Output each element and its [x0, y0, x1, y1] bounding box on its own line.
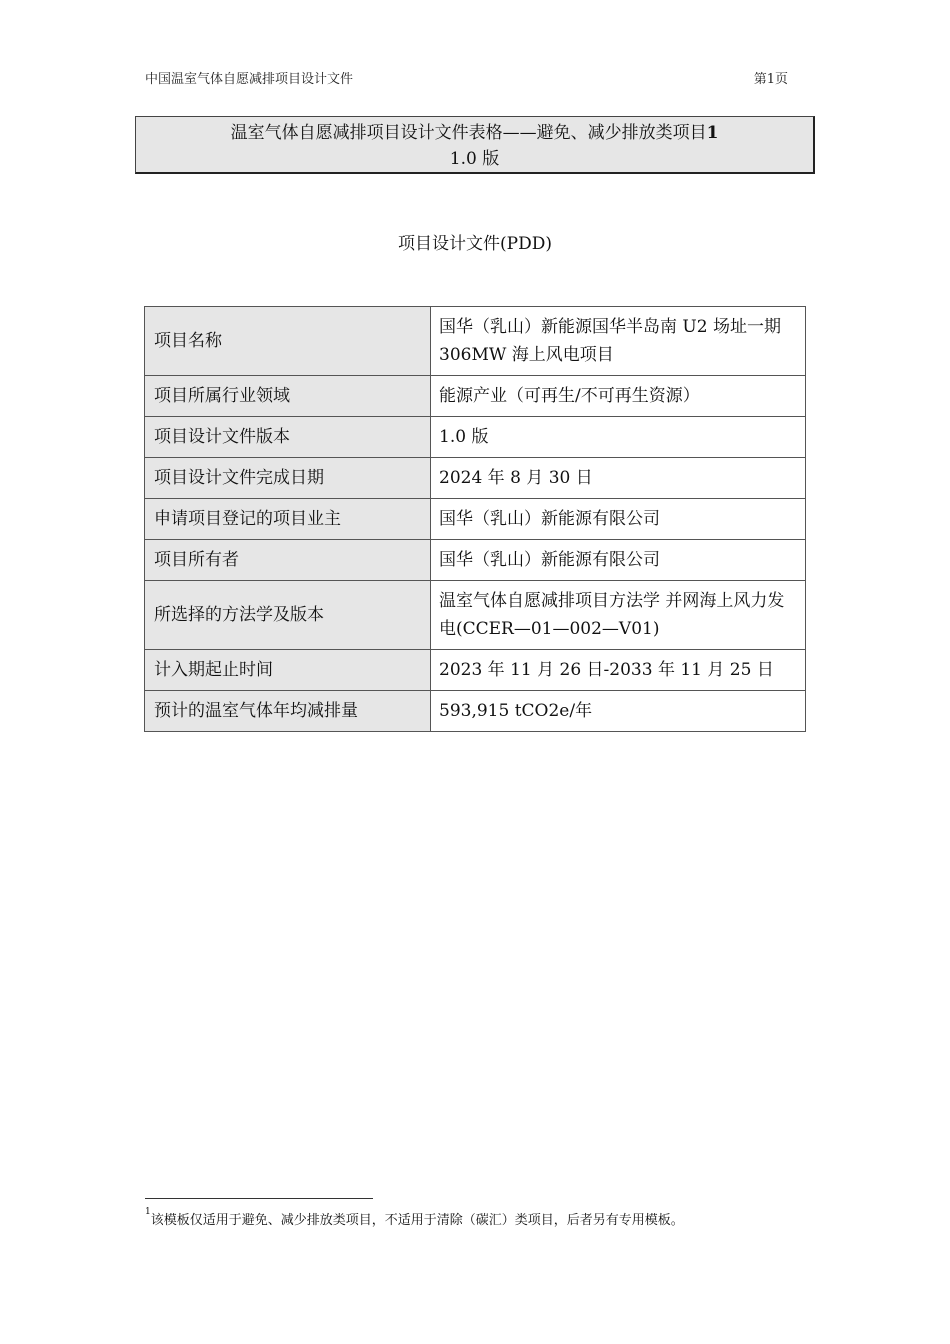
row-label: 预计的温室气体年均减排量	[145, 691, 431, 732]
row-label: 计入期起止时间	[145, 650, 431, 691]
page-number: 第1页	[753, 72, 788, 87]
row-label: 所选择的方法学及版本	[145, 581, 431, 650]
row-value: 国华（乳山）新能源有限公司	[431, 540, 806, 581]
row-label: 申请项目登记的项目业主	[145, 499, 431, 540]
table-row	[145, 376, 806, 417]
row-value: 国华（乳山）新能源国华半岛南 U2 场址一期 306MW 海上风电项目	[431, 307, 806, 376]
row-value: 国华（乳山）新能源有限公司	[431, 499, 806, 540]
template-title-line1	[136, 120, 813, 146]
row-value: 能源产业（可再生/不可再生资源）	[431, 376, 806, 417]
footnote-text: 该模板仅适用于避免、减少排放类项目，不适用于清除（碳汇）类项目，后者另有专用模板。	[150, 1213, 684, 1228]
footnote-reference[interactable]: 1	[706, 123, 719, 143]
table-row	[145, 417, 806, 458]
table-row	[145, 540, 806, 581]
document-title: 项目设计文件(PDD)	[398, 234, 552, 254]
table-row	[145, 581, 806, 650]
footnote-divider	[145, 1198, 373, 1199]
row-label: 项目名称	[145, 307, 431, 376]
row-value: 2024 年 8 月 30 日	[431, 458, 806, 499]
table-row	[145, 458, 806, 499]
table-row	[145, 650, 806, 691]
template-title-box	[135, 116, 815, 174]
footnote	[145, 1209, 684, 1228]
row-label: 项目所属行业领域	[145, 376, 431, 417]
running-header-title: 中国温室气体自愿减排项目设计文件	[145, 72, 354, 87]
project-info-table	[144, 306, 806, 732]
row-label: 项目设计文件完成日期	[145, 458, 431, 499]
row-value: 1.0 版	[431, 417, 806, 458]
table-row	[145, 499, 806, 540]
table-row	[145, 691, 806, 732]
template-version: 1.0 版	[449, 149, 500, 169]
row-value: 温室气体自愿减排项目方法学 并网海上风力发电(CCER—01—002—V01)	[431, 581, 806, 650]
table-row	[145, 307, 806, 376]
row-value: 2023 年 11 月 26 日-2033 年 11 月 25 日	[431, 650, 806, 691]
row-label: 项目所有者	[145, 540, 431, 581]
template-title-text: 温室气体自愿减排项目设计文件表格——避免、减少排放类项目	[230, 123, 707, 143]
row-value: 593,915 tCO2e/年	[431, 691, 806, 732]
footnote-marker: 1	[145, 1207, 151, 1217]
row-label: 项目设计文件版本	[145, 417, 431, 458]
